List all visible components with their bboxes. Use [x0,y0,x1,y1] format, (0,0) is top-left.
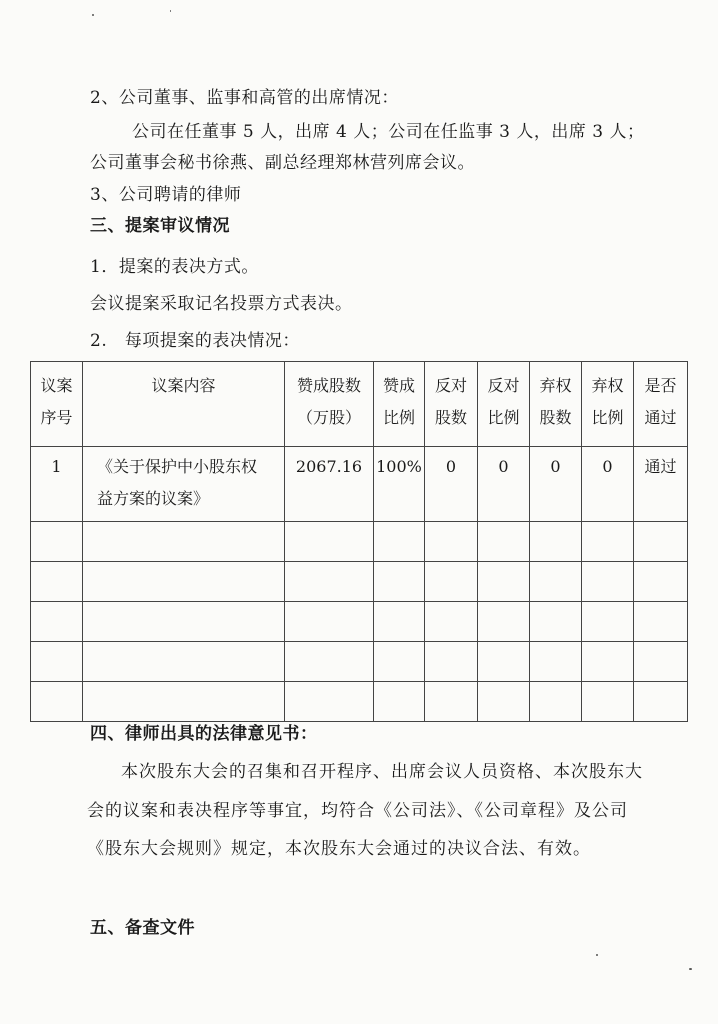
cell-passed: 通过 [634,447,688,522]
cell-proposal-content: 《关于保护中小股东权 益方案的议案》 [83,447,285,522]
directors-attendance-heading: 2、公司董事、监事和高管的出席情况： [90,88,399,108]
section-3-heading: 三、提案审议情况 [90,216,230,236]
scan-speck [92,14,94,16]
header-approve-ratio: 赞成 比例 [374,362,425,447]
voting-method-heading: 1．提案的表决方式。 [90,257,259,277]
scan-speck [689,968,692,970]
header-oppose-ratio: 反对 比例 [478,362,530,447]
cell-oppose-ratio: 0 [478,447,530,522]
header-approve-shares: 赞成股数 （万股） [285,362,374,447]
cell-approve-shares: 2067.16 [285,447,374,522]
voting-results-heading: 2. 每项提案的表决情况： [90,331,300,351]
cell-abstain-ratio: 0 [582,447,634,522]
empty-table-row [31,602,688,642]
cell-abstain-shares: 0 [530,447,582,522]
empty-table-row [31,682,688,722]
section-5-heading: 五、备查文件 [90,918,195,938]
empty-table-row [31,562,688,602]
empty-table-row [31,642,688,682]
empty-table-row [31,522,688,562]
cell-oppose-shares: 0 [425,447,478,522]
cell-proposal-no: 1 [31,447,83,522]
table-row [31,447,688,522]
table-header-row [31,362,688,447]
section-4-heading: 四、律师出具的法律意见书： [90,724,318,744]
scan-speck [170,10,171,12]
legal-opinion-paragraph: 本次股东大会的召集和召开程序、出席会议人员资格、本次股东大会的议案和表决程序等事宜，均符合《公司法》、《公司章程》及公司《股东大会规则》规定，本次股东大会通过的决议合法、有效。 [87,762,643,859]
header-abstain-ratio: 弃权 比例 [582,362,634,447]
attendance-line-2: 公司董事会秘书徐燕、副总经理郑林营列席会议。 [90,153,475,173]
attendance-line-1: 公司在任董事 5 人，出席 4 人；公司在任监事 3 人，出席 3 人； [132,122,645,142]
voting-method-text: 会议提案采取记名投票方式表决。 [90,294,353,314]
lawyer-heading: 3、公司聘请的律师 [90,185,242,205]
scan-speck [596,954,598,956]
header-abstain-shares: 弃权 股数 [530,362,582,447]
header-proposal-no: 议案 序号 [31,362,83,447]
cell-approve-ratio: 100% [374,447,425,522]
header-oppose-shares: 反对 股数 [425,362,478,447]
voting-results-table [30,361,688,722]
header-proposal-content: 议案内容 [83,362,285,447]
header-passed: 是否 通过 [634,362,688,447]
